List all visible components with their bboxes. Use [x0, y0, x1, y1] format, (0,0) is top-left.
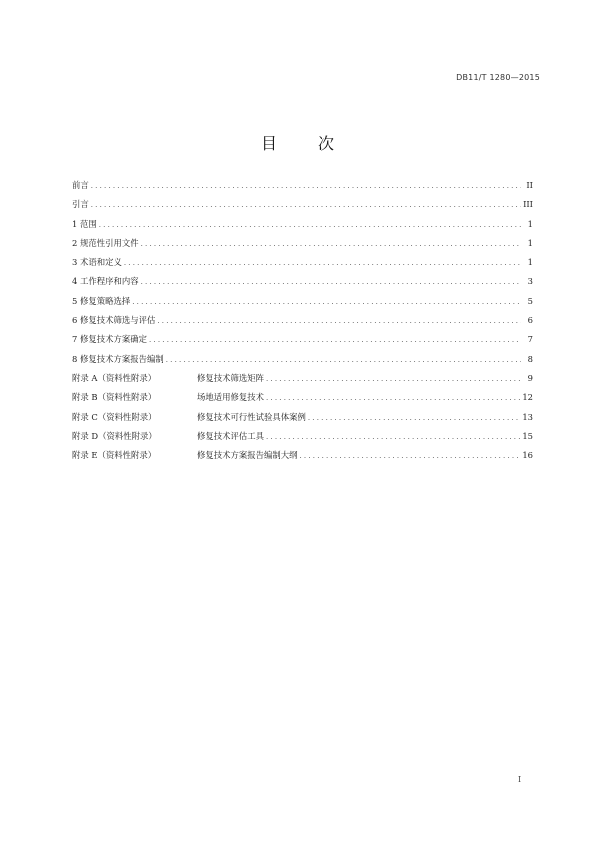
toc-entry-page: 8	[527, 353, 533, 364]
toc-entry-appendix-c[interactable]	[72, 411, 533, 430]
toc-entry-label: 2 规范性引用文件	[72, 237, 139, 248]
toc-leader-dots	[266, 433, 520, 441]
toc-entry-appendix-a[interactable]	[72, 372, 533, 391]
toc-leader-dots	[91, 182, 521, 190]
toc-appendix-title: 修复技术评估工具	[197, 430, 264, 441]
toc-entry-4[interactable]	[72, 275, 533, 294]
toc-entry-label: 7 修复技术方案确定	[72, 334, 147, 345]
toc-leader-dots	[308, 414, 520, 422]
toc-leader-dots	[266, 375, 521, 383]
toc-entry-1[interactable]	[72, 218, 533, 237]
toc-entry-6[interactable]	[72, 314, 533, 333]
toc-entry-page: 1	[527, 257, 533, 268]
toc-entry-8[interactable]	[72, 353, 533, 372]
toc-leader-dots	[157, 317, 521, 325]
toc-entry-page: 1	[527, 237, 533, 248]
toc-entry-appendix-d[interactable]	[72, 430, 533, 449]
toc-appendix-title: 修复技术方案报告编制大纲	[197, 450, 298, 461]
toc-entry-label: 8 修复技术方案报告编制	[72, 353, 164, 364]
toc-leader-dots	[141, 278, 521, 286]
toc-entry-7[interactable]	[72, 333, 533, 352]
toc-entry-label	[72, 430, 264, 442]
toc-entry-label: 5 修复策略选择	[72, 295, 131, 306]
toc-leader-dots	[124, 259, 521, 267]
toc-entry-page: 12	[522, 392, 533, 403]
document-id: DB11/T 1280—2015	[456, 73, 540, 82]
toc-leader-dots	[99, 221, 521, 229]
toc-leader-dots	[132, 298, 521, 306]
toc-appendix-title: 修复技术可行性试验具体案例	[197, 411, 306, 422]
toc-entry-introduction[interactable]	[72, 198, 533, 217]
toc-entry-label: 4 工作程序和内容	[72, 276, 139, 287]
toc-entry-foreword[interactable]	[72, 179, 533, 198]
toc-leader-dots	[91, 201, 521, 209]
toc-appendix-label: 附录 D（资料性附录）	[72, 430, 157, 441]
toc-leader-dots	[266, 394, 520, 402]
toc-entry-3[interactable]	[72, 256, 533, 275]
toc-entry-page: 5	[527, 295, 533, 306]
toc-leader-dots	[141, 240, 521, 248]
toc-appendix-label: 附录 E（资料性附录）	[72, 450, 157, 461]
page-number: I	[518, 775, 522, 784]
toc-appendix-title: 修复技术筛选矩阵	[197, 372, 264, 383]
toc-entry-appendix-e[interactable]	[72, 449, 533, 468]
toc-entry-label: 引言	[72, 199, 89, 210]
toc-entry-page: 15	[522, 430, 533, 441]
toc-entry-label	[72, 449, 298, 461]
toc-leader-dots	[300, 452, 521, 460]
toc-appendix-label: 附录 B（资料性附录）	[72, 392, 157, 403]
toc-entry-appendix-b[interactable]	[72, 391, 533, 410]
toc-entry-page: 16	[522, 450, 533, 461]
toc-entry-page: 9	[527, 372, 533, 383]
toc-entry-label: 3 术语和定义	[72, 257, 122, 268]
toc-entry-page: 13	[522, 411, 533, 422]
toc-entry-page: II	[526, 180, 533, 190]
page-title: 目 次	[260, 134, 353, 153]
toc-entry-label	[72, 372, 264, 384]
toc-entry-label: 6 修复技术筛选与评估	[72, 315, 156, 326]
toc-entry-label: 1 范围	[72, 218, 97, 229]
toc-entry-2[interactable]	[72, 237, 533, 256]
toc-entry-page: 1	[527, 218, 533, 229]
toc-entry-page: III	[523, 199, 533, 210]
toc-appendix-label: 附录 A（资料性附录）	[72, 372, 157, 383]
toc-leader-dots	[149, 336, 521, 344]
toc-leader-dots	[166, 356, 521, 364]
toc-entry-5[interactable]	[72, 295, 533, 314]
toc-appendix-label: 附录 C（资料性附录）	[72, 411, 157, 422]
toc-entry-label: 前言	[72, 180, 89, 190]
toc-entry-label	[72, 411, 306, 423]
toc-appendix-title: 场地适用修复技术	[197, 392, 264, 403]
toc-entry-label	[72, 391, 264, 403]
toc-entry-page: 6	[527, 315, 533, 326]
table-of-contents	[72, 179, 533, 468]
toc-entry-page: 7	[527, 334, 533, 345]
toc-entry-page: 3	[527, 276, 533, 287]
